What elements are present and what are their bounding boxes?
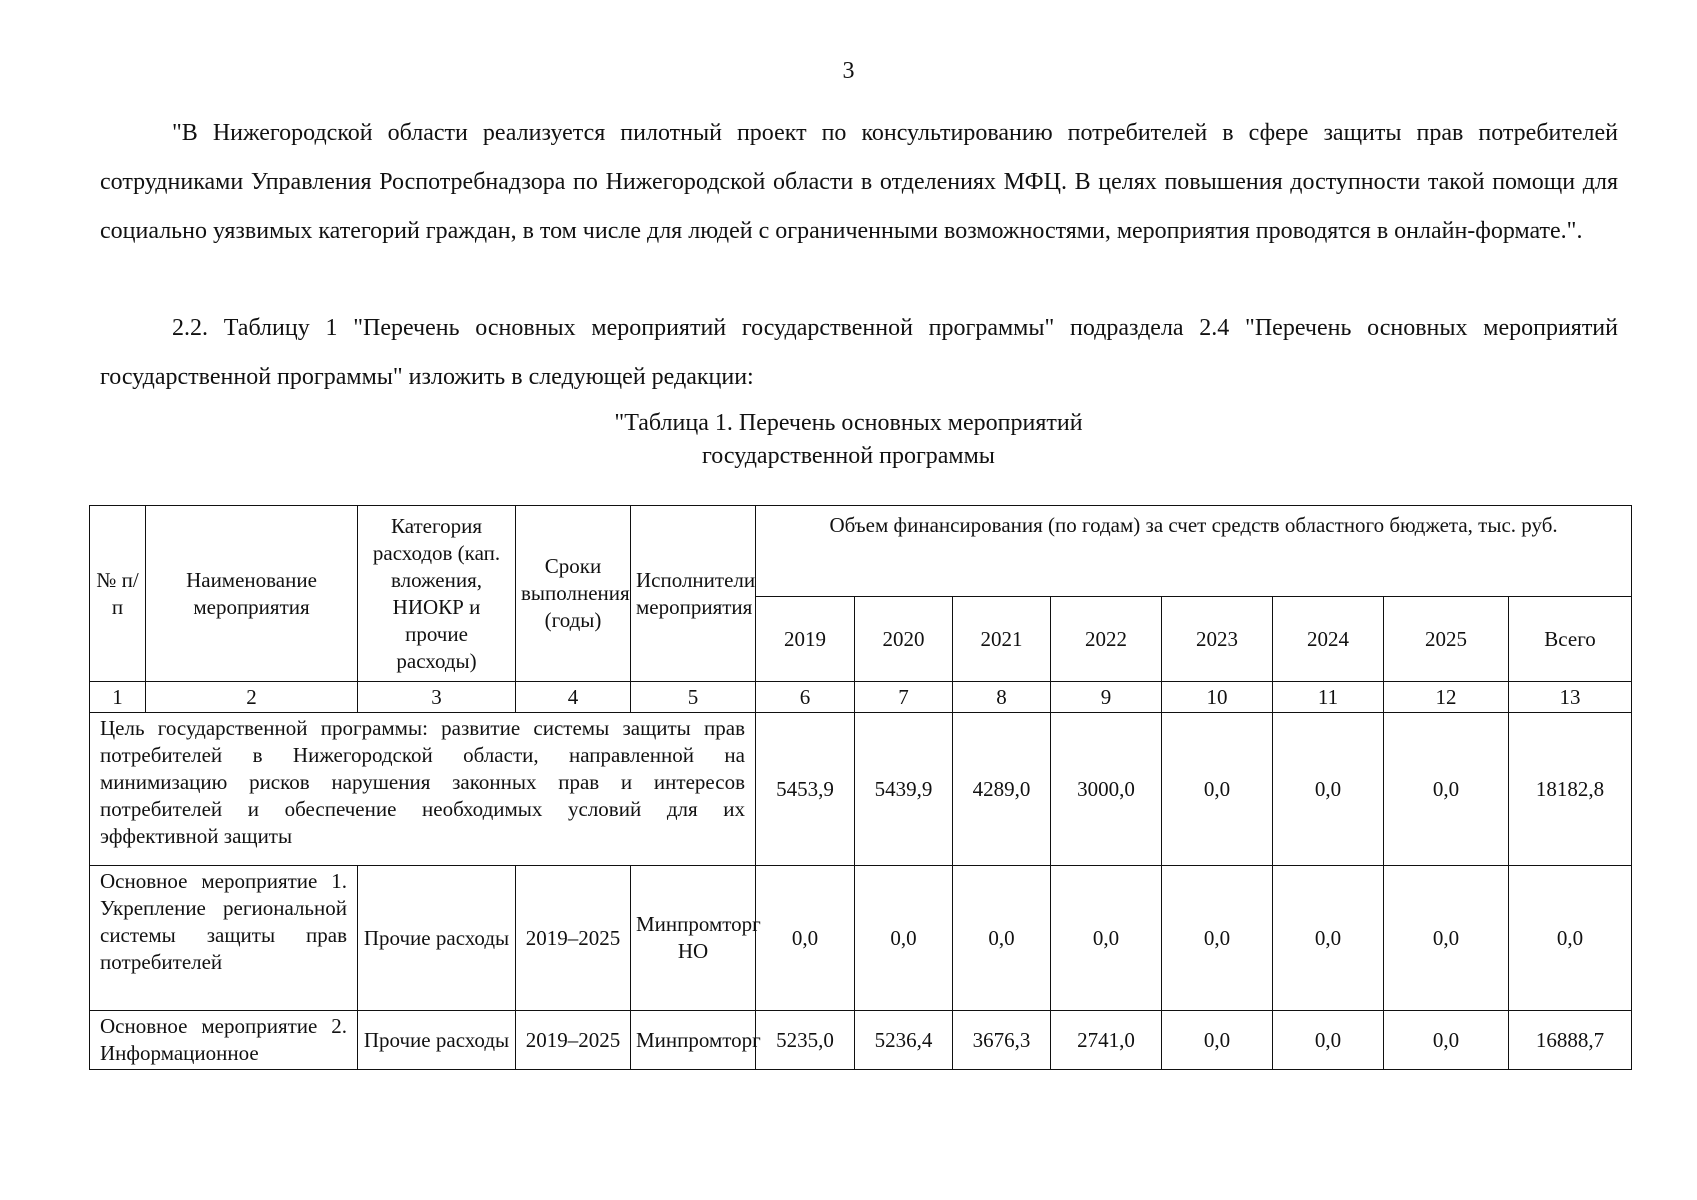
header-num: № п/п	[90, 506, 146, 682]
table-header-row	[90, 506, 1632, 597]
header-total: Всего	[1509, 597, 1632, 682]
measure-2-value: 0,0	[1273, 1011, 1384, 1070]
measure-2-value: 5236,4	[855, 1011, 953, 1070]
measure-1-value: 0,0	[1384, 866, 1509, 1011]
header-category: Категория расходов (кап. вложения, НИОКР и прочие расходы)	[358, 506, 516, 682]
header-funding: Объем финансирования (по годам) за счет средств областного бюджета, тыс. руб.	[756, 506, 1632, 597]
column-number: 13	[1509, 682, 1632, 713]
table-caption-line1: "Таблица 1. Перечень основных мероприятий	[614, 410, 1083, 436]
goal-value: 0,0	[1162, 713, 1273, 866]
column-number: 6	[756, 682, 855, 713]
measure-2-executor: Минпромторг	[631, 1011, 756, 1070]
measure-2-value: 0,0	[1384, 1011, 1509, 1070]
header-year: 2024	[1273, 597, 1384, 682]
goal-value: 0,0	[1384, 713, 1509, 866]
paragraph-consultation-text: "В Нижегородской области реализуется пилотный проект по консультированию потребителей в сфере защиты прав потребителей сотрудниками Управления Роспотребнадзора по Нижегородской области в отделениях МФЦ. В целях повышения доступности такой помощи для социально уязвимых категорий граждан, в том числе для людей с ограниченными возможностями, мероприятия проводятся в онлайн-формате.".	[100, 120, 1618, 244]
table-row-measure-1	[90, 866, 1632, 1011]
goal-value: 5453,9	[756, 713, 855, 866]
header-year: 2025	[1384, 597, 1509, 682]
measure-2-value: 0,0	[1162, 1011, 1273, 1070]
header-terms: Сроки выполнения (годы)	[516, 506, 631, 682]
column-number: 7	[855, 682, 953, 713]
header-year: 2023	[1162, 597, 1273, 682]
measure-2-total: 16888,7	[1509, 1011, 1632, 1070]
column-number: 1	[90, 682, 146, 713]
goal-value: 4289,0	[953, 713, 1051, 866]
goal-name: Цель государственной программы: развитие системы защиты прав потребителей в Нижегородской области, направленной на минимизацию рисков нарушения законных прав и интересов потребителей и обеспечение необходимых условий для их эффективной защиты	[90, 713, 756, 866]
measure-1-total: 0,0	[1509, 866, 1632, 1011]
paragraph-amendment-text: 2.2. Таблицу 1 "Перечень основных мероприятий государственной программы" подраздела 2.4 "Перечень основных мероприятий государственной программы" изложить в следующей редакции:	[100, 315, 1618, 390]
goal-total: 18182,8	[1509, 713, 1632, 866]
header-name: Наименование мероприятия	[146, 506, 358, 682]
goal-value: 5439,9	[855, 713, 953, 866]
table-row-measure-2	[90, 1011, 1632, 1070]
measure-1-executor: Минпромторг НО	[631, 866, 756, 1011]
column-number: 12	[1384, 682, 1509, 713]
column-number: 9	[1051, 682, 1162, 713]
measure-1-value: 0,0	[756, 866, 855, 1011]
measures-table	[89, 505, 1632, 1070]
table-row-goal	[90, 713, 1632, 866]
measure-1-value: 0,0	[1273, 866, 1384, 1011]
column-number: 10	[1162, 682, 1273, 713]
column-number: 5	[631, 682, 756, 713]
paragraph-consultation-project	[100, 109, 1618, 256]
measure-1-value: 0,0	[855, 866, 953, 1011]
table-caption-line2: государственной программы	[702, 443, 995, 469]
page-number: 3	[842, 58, 855, 84]
measure-2-category: Прочие расходы	[358, 1011, 516, 1070]
table-caption	[0, 407, 1697, 473]
measure-1-value: 0,0	[1051, 866, 1162, 1011]
measure-1-value: 0,0	[953, 866, 1051, 1011]
measure-2-terms: 2019–2025	[516, 1011, 631, 1070]
column-number: 4	[516, 682, 631, 713]
measure-2-value: 3676,3	[953, 1011, 1051, 1070]
measure-2-value: 5235,0	[756, 1011, 855, 1070]
measure-1-name: Основное мероприятие 1. Укрепление региональной системы защиты прав потребителей	[90, 866, 358, 1011]
measure-1-category: Прочие расходы	[358, 866, 516, 1011]
header-year: 2022	[1051, 597, 1162, 682]
column-number: 11	[1273, 682, 1384, 713]
header-executors: Исполнители мероприятия	[631, 506, 756, 682]
column-number: 8	[953, 682, 1051, 713]
header-year: 2021	[953, 597, 1051, 682]
column-number: 2	[146, 682, 358, 713]
header-year: 2019	[756, 597, 855, 682]
goal-value: 0,0	[1273, 713, 1384, 866]
measure-1-value: 0,0	[1162, 866, 1273, 1011]
measure-2-value: 2741,0	[1051, 1011, 1162, 1070]
measure-1-terms: 2019–2025	[516, 866, 631, 1011]
column-numbers-row	[90, 682, 1632, 713]
paragraph-amendment	[100, 304, 1618, 402]
goal-value: 3000,0	[1051, 713, 1162, 866]
measure-2-name: Основное мероприятие 2. Информационное	[90, 1011, 358, 1070]
column-number: 3	[358, 682, 516, 713]
header-year: 2020	[855, 597, 953, 682]
